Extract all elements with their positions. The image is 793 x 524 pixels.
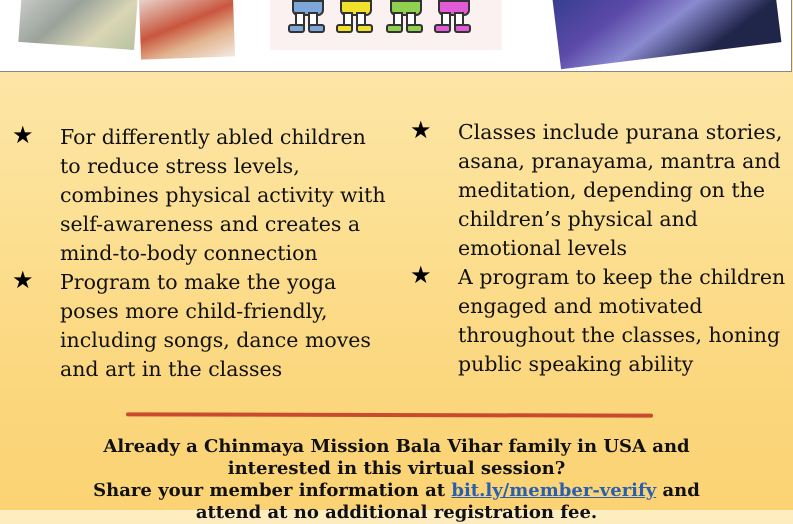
mother-child-photo — [139, 0, 235, 60]
callout-text: Share your member information at — [93, 480, 452, 501]
star-icon: ★ — [12, 266, 34, 294]
bullet-text: A program to keep the children engaged and motivated throughout the classes, honing public speaking ability — [458, 265, 786, 376]
bullet-text: For differently abled children to reduce stress levels, combines physical activity with self-awareness and creates a mind-to-body connection — [60, 125, 386, 265]
section-divider — [126, 412, 653, 417]
students-photo — [18, 0, 137, 50]
cartoon-kids-illustration — [270, 0, 502, 50]
cartoon-kid-blue — [286, 0, 326, 30]
callout-line — [0, 480, 793, 502]
cartoon-kid-yellow — [334, 0, 374, 30]
callout-text: and — [656, 480, 700, 501]
callout-line: attend at no additional registration fee. — [195, 502, 598, 523]
kids-yoga-photo — [551, 0, 782, 69]
bullet-list-left — [12, 123, 392, 384]
membership-callout — [0, 436, 793, 524]
cartoon-kid-pink — [432, 0, 472, 30]
star-icon: ★ — [410, 261, 432, 289]
bullet-item — [12, 268, 392, 384]
bullet-item — [410, 118, 790, 263]
bullet-item — [410, 263, 790, 379]
cartoon-kid-green — [384, 0, 424, 30]
member-verify-link[interactable]: bit.ly/member-verify — [451, 480, 657, 501]
bullet-list-right — [410, 118, 790, 379]
bullet-text: Classes include purana stories, asana, pranayama, mantra and meditation, depending on the children’s physical and emotional levels — [458, 120, 783, 260]
bullet-text: Program to make the yoga poses more child-friendly, including songs, dance moves and art in the classes — [60, 270, 371, 381]
star-icon: ★ — [12, 121, 34, 149]
header-photo-band — [0, 0, 792, 72]
bullet-item — [12, 123, 392, 268]
callout-line: Already a Chinmaya Mission Bala Vihar family in USA and — [103, 436, 690, 457]
callout-line: interested in this virtual session? — [227, 458, 566, 479]
star-icon: ★ — [410, 116, 432, 144]
